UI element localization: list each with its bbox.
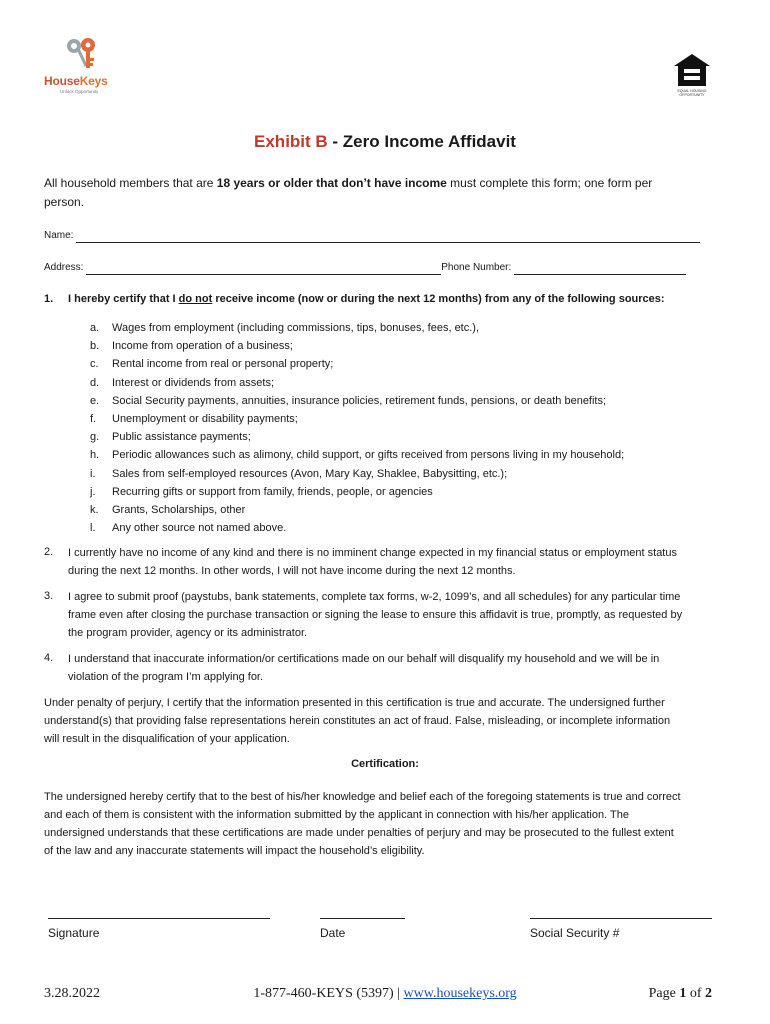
income-source-letter: f. bbox=[90, 413, 97, 425]
footer-phone: 1-877-460-KEYS (5397) bbox=[253, 986, 394, 1001]
section-4-number: 4. bbox=[44, 652, 54, 664]
income-source-text: Income from operation of a business; bbox=[112, 340, 293, 353]
housekeys-logo bbox=[44, 36, 124, 98]
income-source-letter: a. bbox=[90, 322, 100, 334]
name-field[interactable] bbox=[76, 232, 700, 243]
income-source-letter: g. bbox=[90, 431, 100, 444]
section-1-text: I hereby certify that I do not receive income (now or during the next 12 months) from any of the following sources: bbox=[68, 293, 665, 305]
certification-heading: Certification: bbox=[351, 758, 419, 770]
income-source-item bbox=[90, 357, 730, 373]
ssn-label: Social Security # bbox=[530, 926, 620, 940]
footer-page-number: Page 1 of 2 bbox=[648, 986, 712, 1001]
income-source-letter: h. bbox=[90, 449, 100, 462]
section-3-number: 3. bbox=[44, 590, 54, 602]
income-source-text: Public assistance payments; bbox=[112, 431, 251, 444]
section-4-text: I understand that inaccurate information/or certifications made on our behalf will disqualify my household and we will be in violation of the program I’m applying for. bbox=[68, 653, 660, 683]
logo-wordmark: HouseKeys bbox=[44, 74, 108, 88]
address-field-row bbox=[44, 261, 704, 275]
keys-icon bbox=[62, 36, 102, 72]
date-line[interactable] bbox=[320, 918, 405, 919]
income-source-item bbox=[90, 339, 730, 355]
footer-website-link[interactable]: www.housekeys.org bbox=[403, 986, 517, 1001]
equal-housing-text: EQUAL HOUSING OPPORTUNITY bbox=[677, 89, 707, 97]
income-source-item bbox=[90, 412, 730, 428]
income-source-letter: j. bbox=[90, 485, 96, 498]
income-source-text: Grants, Scholarships, other bbox=[112, 504, 246, 516]
income-source-item bbox=[90, 394, 730, 410]
income-source-text: Social Security payments, annuities, insurance policies, retirement funds, pensions, or death benefits; bbox=[112, 394, 607, 407]
income-source-item bbox=[90, 521, 730, 537]
income-source-item bbox=[90, 467, 730, 483]
income-source-text: Any other source not named above. bbox=[112, 522, 287, 535]
income-source-item bbox=[90, 485, 730, 501]
signature-label: Signature bbox=[48, 926, 100, 940]
section-1-number: 1. bbox=[44, 293, 54, 305]
income-source-text: Recurring gifts or support from family, friends, people, or agencies bbox=[112, 485, 433, 498]
income-source-text: Interest or dividends from assets; bbox=[112, 376, 275, 389]
income-source-text: Rental income from real or personal property; bbox=[112, 358, 334, 371]
income-source-letter: k. bbox=[90, 504, 99, 516]
income-source-text: Wages from employment (including commissions, tips, bonuses, fees, etc.), bbox=[112, 322, 480, 334]
income-source-item bbox=[90, 448, 730, 464]
ssn-line[interactable] bbox=[530, 918, 712, 919]
footer-date: 3.28.2022 bbox=[44, 986, 100, 1001]
address-label: Address: bbox=[44, 262, 84, 273]
phone-field[interactable] bbox=[514, 264, 686, 275]
penalty-paragraph: Under penalty of perjury, I certify that the information presented in this certification is true and accurate. The undersigned further understand(s) that providing false representations herein constitutes an act of fraud. False, misleading, or incomplete information will result in the disqualification of your application. bbox=[44, 697, 671, 745]
name-field-row bbox=[44, 229, 709, 243]
income-source-letter: l. bbox=[90, 522, 96, 535]
page-title bbox=[0, 132, 770, 152]
intro-paragraph: All household members that are 18 years or older that don’t have income must complete this form; one form per person. bbox=[44, 176, 653, 209]
phone-label: Phone Number: bbox=[441, 262, 512, 273]
income-source-letter: b. bbox=[90, 340, 100, 353]
footer-contact: 1-877-460-KEYS (5397) | www.housekeys.org bbox=[253, 986, 517, 1001]
signature-line[interactable] bbox=[48, 918, 270, 919]
section-2-text: I currently have no income of any kind and there is no imminent change expected in my financial status or employment status during the next 12 months. In other words, I will not have income during the next 12 months. bbox=[68, 547, 677, 577]
income-source-text: Unemployment or disability payments; bbox=[112, 413, 298, 425]
income-source-letter: i. bbox=[90, 467, 96, 480]
address-field[interactable] bbox=[86, 264, 441, 275]
income-source-item bbox=[90, 503, 730, 519]
certification-paragraph: The undersigned hereby certify that to the best of his/her knowledge and belief each of the foregoing statements is true and correct and each of them is consistent with the information submitted by the applicant in connection with his/her application. The undersigned understands that these certifications are made under penalties of perjury and may be prosecuted to the fullest extent of the law and any inaccurate statements will impact the household’s eligibility. bbox=[44, 791, 681, 857]
exhibit-label: Exhibit B bbox=[254, 132, 328, 151]
date-label: Date bbox=[320, 926, 346, 940]
section-2-number: 2. bbox=[44, 546, 54, 558]
equal-housing-logo bbox=[672, 52, 712, 96]
income-source-letter: e. bbox=[90, 394, 100, 407]
equal-housing-icon bbox=[672, 52, 712, 88]
logo-tagline: Unlock Opportunity bbox=[60, 89, 99, 94]
income-source-item bbox=[90, 430, 730, 446]
income-source-letter: d. bbox=[90, 376, 100, 389]
income-source-letter: c. bbox=[90, 358, 99, 371]
income-source-text: Periodic allowances such as alimony, child support, or gifts received from persons living in my household; bbox=[112, 449, 625, 462]
title-text: - Zero Income Affidavit bbox=[327, 132, 516, 151]
name-label: Name: bbox=[44, 230, 74, 241]
section-3-text: I agree to submit proof (paystubs, bank statements, complete tax forms, w-2, 1099’s, and all schedules) for any particular time frame even after closing the purchase transaction or signing the lease to ensure this affidavit is true, promptly, as requested by the program provider, agency or its administrator. bbox=[68, 591, 683, 639]
income-source-item bbox=[90, 321, 730, 337]
income-source-text: Sales from self-employed resources (Avon, Mary Kay, Shaklee, Babysitting, etc.); bbox=[112, 467, 508, 480]
income-source-item bbox=[90, 376, 730, 392]
